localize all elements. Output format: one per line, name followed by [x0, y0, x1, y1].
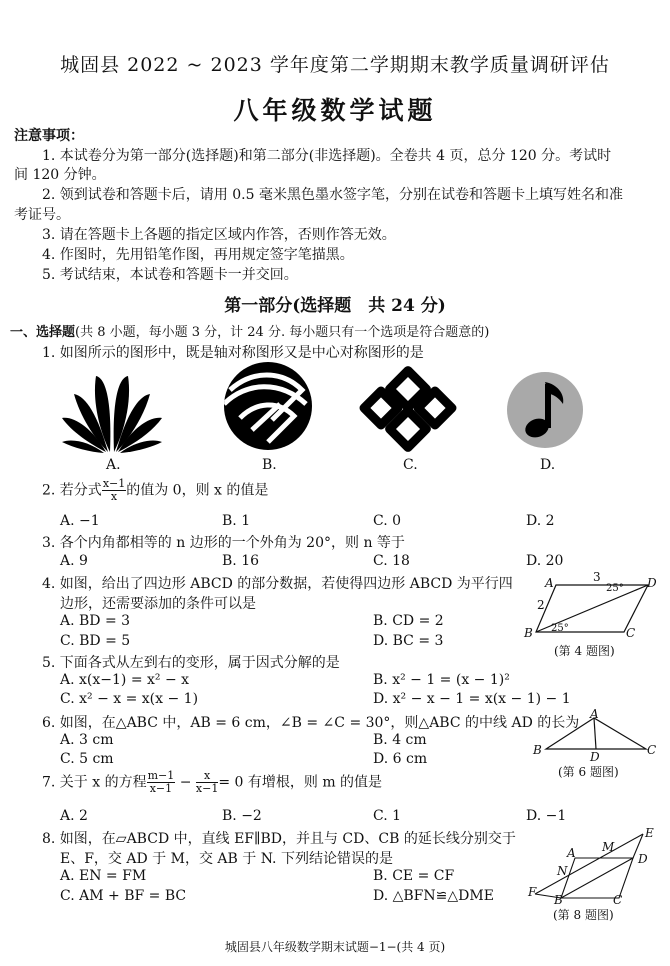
q7-suffix: = 0 有增根，则 m 的值是 [218, 774, 383, 791]
note-line: 间 120 分钟。 [14, 167, 106, 183]
q8-label-m: M [602, 840, 615, 854]
q7-fraction-2 [196, 770, 218, 795]
q7-option-c: C. 1 [373, 808, 402, 824]
section-heading [10, 321, 489, 340]
q4-option-b: B. CD = 2 [373, 613, 444, 629]
q4-angle-b: 25° [551, 623, 569, 634]
fan-logo-icon [60, 372, 164, 454]
q8-option-b: B. CE = CF [373, 868, 455, 884]
q7-f1-den: x−1 [149, 782, 173, 795]
q2-frac-num: x−1 [102, 477, 126, 490]
q2-prefix: 2. 若分式 [42, 482, 102, 499]
note-line: 2. 领到试卷和答题卡后，请用 0.5 毫米黑色墨水签字笔，分别在试卷和答题卡上填写姓名和准 [42, 187, 623, 203]
q4-label-c: C [626, 626, 636, 640]
q8-option-a: A. EN = FM [60, 868, 147, 884]
q8-caption: (第 8 题图) [553, 908, 614, 922]
note-line: 3. 请在答题卡上各题的指定区域内作答，否则作答无效。 [42, 227, 396, 243]
q4-side-ab: 2 [537, 598, 545, 612]
exam-header: 城固县 2022 ~ 2023 学年度第二学期期末教学质量调研评估 [60, 54, 610, 76]
q6-label-c: C [647, 743, 657, 757]
section-desc: (共 8 小题，每小题 3 分，计 24 分. 每小题只有一个选项是符合题意的) [75, 325, 490, 340]
q7-option-a: A. 2 [60, 808, 88, 824]
q1-option-c: C. [403, 457, 418, 473]
note-line: 1. 本试卷分为第一部分(选择题)和第二部分(非选择题)。全卷共 4 页，总分 120 分。考试时 [42, 148, 612, 164]
q4-side-ad: 3 [593, 570, 601, 584]
q7-prefix: 7. 关于 x 的方程 [42, 774, 147, 791]
q6-stem: 6. 如图，在△ABC 中，AB = 6 cm，∠B = ∠C = 30°，则△ABC 的中线 AD 的长为 [42, 715, 580, 731]
q6-label-a: A [590, 707, 599, 721]
q3-option-c: C. 18 [373, 553, 410, 569]
page-footer: 城固县八年级数学期末试题−1−(共 4 页) [224, 940, 446, 954]
q3-option-a: A. 9 [60, 553, 88, 569]
part1-title: 第一部分(选择题 共 24 分) [224, 296, 446, 316]
note-line: 4. 作图时，先用铅笔作图，再用规定签字笔描黑。 [42, 247, 354, 263]
q2-suffix: 的值为 0，则 x 的值是 [126, 482, 269, 499]
q6-option-b: B. 4 cm [373, 732, 427, 748]
knot-logo-icon [355, 368, 461, 450]
q8-label-e: E [645, 826, 654, 840]
q4-label-d: D [647, 576, 657, 590]
page-title: 八年级数学试题 [233, 96, 437, 125]
q2-option-d: D. 2 [526, 513, 555, 529]
q3-option-b: B. 16 [222, 553, 260, 569]
q5-option-d: D. x² − x − 1 = x(x − 1) − 1 [373, 691, 571, 707]
q8-stem-line1: 8. 如图，在▱ABCD 中，直线 EF∥BD，并且与 CD、CB 的延长线分别交于 [42, 831, 516, 847]
q5-option-b: B. x² − 1 = (x − 1)² [373, 672, 510, 688]
q7-fraction-1 [147, 770, 176, 795]
q6-option-d: D. 6 cm [373, 751, 428, 767]
q2-frac-den: x [110, 490, 118, 503]
q2-option-c: C. 0 [373, 513, 402, 529]
q7-minus: − [179, 774, 192, 791]
q8-figure [525, 828, 655, 906]
q2-fraction [102, 478, 126, 503]
q8-label-c: C [613, 893, 623, 907]
note-line: 5. 考试结束，本试卷和答题卡一并交回。 [42, 267, 298, 283]
q7-option-b: B. −2 [222, 808, 262, 824]
q7-option-d: D. −1 [526, 808, 567, 824]
q5-option-a: A. x(x−1) = x² − x [60, 672, 190, 688]
q4-stem-line2: 边形，还需要添加的条件可以是 [60, 596, 256, 612]
q3-option-d: D. 20 [526, 553, 564, 569]
q3-stem: 3. 各个内角都相等的 n 边形的一个外角为 20°，则 n 等于 [42, 535, 405, 551]
stripe-circle-logo-icon [222, 360, 314, 452]
q4-option-d: D. BC = 3 [373, 633, 444, 649]
q6-label-d: D [590, 750, 600, 764]
q8-label-d: D [638, 852, 648, 866]
q2-option-b: B. 1 [222, 513, 251, 529]
q6-option-c: C. 5 cm [60, 751, 114, 767]
q7-f2-num: x [196, 770, 218, 783]
q6-label-b: B [533, 743, 542, 757]
q1-option-d: D. [540, 457, 556, 473]
q1-option-a: A. [106, 457, 121, 473]
q4-caption: (第 4 题图) [554, 644, 615, 658]
q2-stem [42, 478, 268, 503]
q8-option-d: D. △BFN≌△DME [373, 888, 494, 904]
q5-stem: 5. 下面各式从左到右的变形，属于因式分解的是 [42, 655, 340, 671]
q5-option-c: C. x² − x = x(x − 1) [60, 691, 199, 707]
notes-heading: 注意事项： [14, 128, 84, 144]
q1-stem: 1. 如图所示的图形中，既是轴对称图形又是中心对称图形的是 [42, 345, 424, 361]
q4-stem-line1: 4. 如图，给出了四边形 ABCD 的部分数据，若使得四边形 ABCD 为平行四 [42, 576, 513, 592]
q4-label-a: A [545, 576, 554, 590]
q4-option-a: A. BD = 3 [60, 613, 131, 629]
note-line: 考证号。 [14, 207, 70, 223]
q1-option-b: B. [262, 457, 277, 473]
q2-option-a: A. −1 [60, 513, 100, 529]
q7-f2-den: x−1 [195, 782, 219, 795]
q6-option-a: A. 3 cm [60, 732, 114, 748]
q8-label-n: N [557, 864, 568, 878]
q8-option-c: C. AM + BF = BC [60, 888, 187, 904]
q7-f1-num: m−1 [147, 769, 175, 782]
q4-angle-d: 25° [606, 583, 624, 594]
music-note-logo-icon [505, 370, 585, 450]
q8-label-b: B [554, 893, 563, 907]
q8-label-a: A [567, 846, 576, 860]
q8-stem-line2: E、F，交 AD 于 M，交 AB 于 N. 下列结论错误的是 [60, 851, 393, 867]
q4-label-b: B [524, 626, 533, 640]
q6-caption: (第 6 题图) [558, 765, 619, 779]
q7-stem [42, 770, 382, 795]
q8-label-f: F [528, 885, 537, 899]
q4-option-c: C. BD = 5 [60, 633, 131, 649]
section-label: 一、选择题 [10, 325, 76, 340]
